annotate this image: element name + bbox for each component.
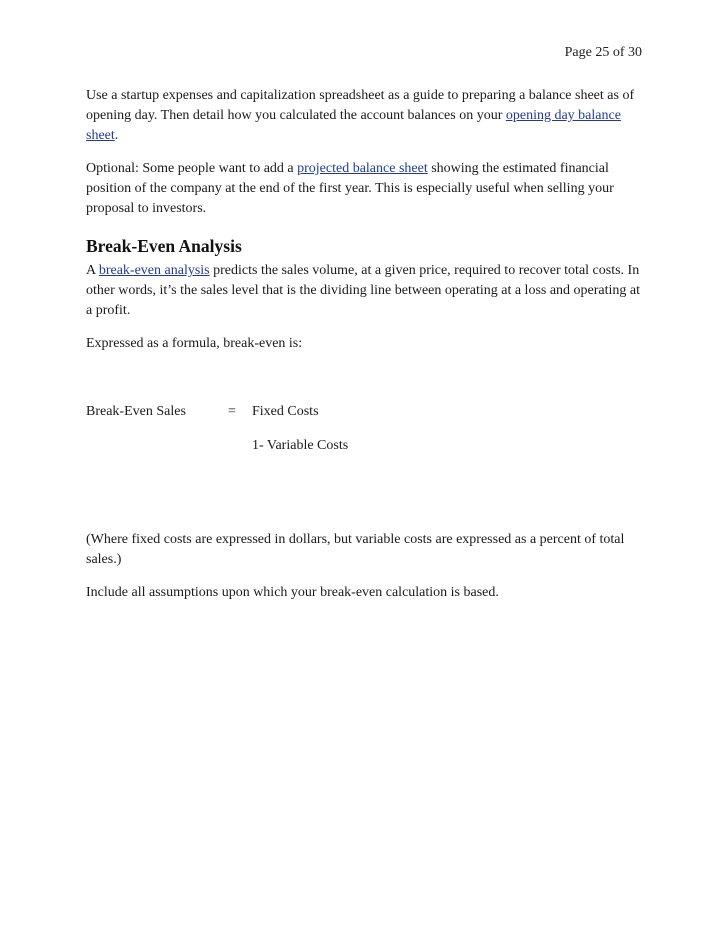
- optional-paragraph: [86, 159, 646, 219]
- page-number: Page 25 of 30: [564, 45, 642, 60]
- balance-sheet-text: Use a startup expenses and capitalization spreadsheet as a guide to preparing a balance sheet as of opening day. Then detail how you calculated the account balances on your: [86, 88, 635, 123]
- break-even-paragraph: [86, 261, 646, 321]
- formula-intro: Expressed as a formula, break-even is:: [86, 336, 303, 351]
- balance-sheet-end: .: [114, 128, 119, 143]
- costs-note: (Where fixed costs are expressed in dollars, but variable costs are expressed as a percent of total sales.): [86, 532, 625, 567]
- break-even-formula: [86, 402, 646, 530]
- formula-denominator: 1- Variable Costs: [252, 438, 349, 453]
- assumptions-paragraph: Include all assumptions upon which your break-even calculation is based.: [86, 585, 499, 600]
- optional-text: Optional: Some people want to add a: [86, 161, 298, 176]
- formula-label: Break-Even Sales: [86, 404, 186, 419]
- break-even-analysis-link[interactable]: break-even analysis: [98, 263, 210, 278]
- opening-day-balance-sheet-link[interactable]: opening day balance sheet: [86, 108, 621, 143]
- projected-balance-sheet-link[interactable]: projected balance sheet: [297, 161, 428, 176]
- balance-sheet-paragraph: [86, 86, 646, 146]
- formula-numerator: Fixed Costs: [252, 404, 319, 419]
- break-even-heading: Break-Even Analysis: [86, 236, 242, 256]
- break-even-start: A: [86, 263, 99, 278]
- optional-end: showing the estimated financial position of the company at the end of the first year. This is especially useful when selling your proposal to investors.: [86, 161, 614, 216]
- break-even-end: predicts the sales volume, at a given price, required to recover total costs. In other words, it’s the sales level that is the dividing line between operating at a loss and operating at a profit.: [86, 263, 641, 318]
- document-body: [86, 86, 646, 616]
- formula-equals: =: [228, 404, 236, 419]
